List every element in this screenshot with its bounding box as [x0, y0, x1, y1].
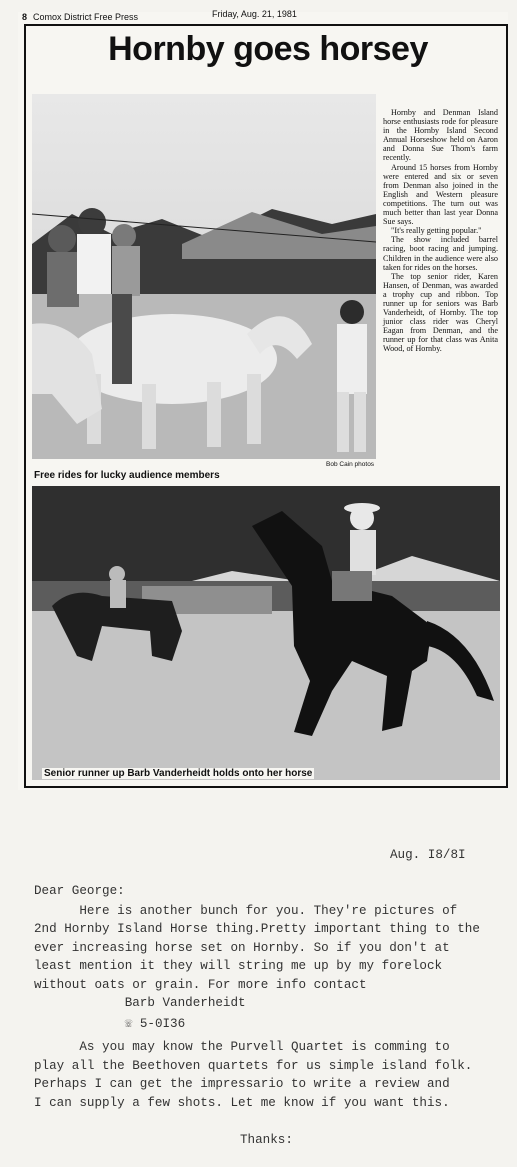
- caption-top: Free rides for lucky audience members: [34, 470, 220, 481]
- photo-rearing-horse: [32, 486, 500, 780]
- newspaper-clipping: [18, 9, 508, 790]
- letter-line: 2nd Hornby Island Horse thing.Pretty important thing to the: [34, 922, 480, 936]
- letter-greeting: Dear George:: [34, 884, 125, 898]
- letter-line: ☏ 5-0I36: [34, 1017, 186, 1031]
- headline: Hornby goes horsey: [108, 30, 428, 68]
- publication-name: Comox District Free Press: [33, 12, 139, 22]
- issue-date: Friday, Aug. 21, 1981: [212, 9, 297, 19]
- article-paragraph: The top senior rider, Karen Hansen, of Denman, was awarded a trophy cup and ribbon. Top runner up for seniors was Barb Vanderheidt, of Hornby. The top junior class rider was Cheryl Eagan from Denman, and the runner up for that class was Anita Wood, of Hornby.: [383, 271, 498, 354]
- letter-line: Here is another bunch for you. They're pictures of: [34, 904, 458, 918]
- article-body: [383, 108, 498, 354]
- photo-credit: Bob Cain photos: [326, 461, 375, 468]
- page-header: [22, 12, 138, 22]
- letter-closing: Thanks:: [240, 1133, 293, 1147]
- letter-line: Perhaps I can get the impressario to write a review and: [34, 1077, 450, 1091]
- article-paragraph: Around 15 horses from Hornby were entered and six or seven from Denman also joined in the English and Western pleasure competitions. The turn out was much better than last year Donna Sue says.: [383, 162, 498, 227]
- letter-line: As you may know the Purvell Quartet is comming to: [34, 1040, 450, 1054]
- letter-line: least mention it they will string me up by my forelock: [34, 959, 443, 973]
- letter-line: I can supply a few shots. Let me know if you want this.: [34, 1096, 450, 1110]
- article-paragraph: "It's really getting popular.": [391, 226, 482, 236]
- article-paragraph: The show included barrel racing, boot racing and jumping. Children in the audience were also taken for rides on the horses.: [383, 235, 498, 272]
- letter-line: without oats or grain. For more info contact: [34, 978, 367, 992]
- article-paragraph: Hornby and Denman Island horse enthusiasts rode for pleasure in the Hornby Island Second Annual Horseshow held on Aaron and Donna Sue Thom's farm recently.: [383, 108, 498, 163]
- caption-bottom: Senior runner up Barb Vanderheidt holds onto her horse: [44, 768, 313, 779]
- page-number: 8: [22, 12, 28, 22]
- letter-line: ever increasing horse set on Hornby. So if you don't at: [34, 941, 450, 955]
- photo-children-riding: [32, 94, 376, 459]
- letter-line: Barb Vanderheidt: [34, 996, 246, 1010]
- letter-line: play all the Beethoven quartets for us simple island folk.: [34, 1059, 473, 1073]
- letter-date: Aug. I8/8I: [390, 848, 466, 862]
- typed-letter: [0, 800, 517, 1167]
